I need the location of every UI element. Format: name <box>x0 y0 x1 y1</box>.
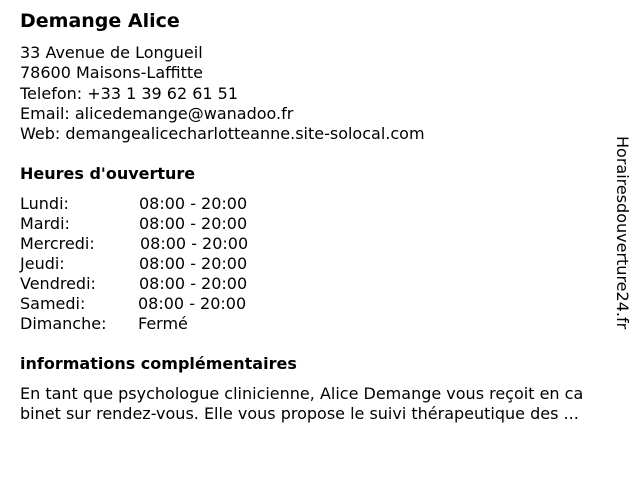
hours-heading: Heures d'ouverture <box>20 164 196 183</box>
hours-row-monday <box>20 194 320 214</box>
description-line: En tant que psychologue clinicienne, Alice Demange vous reçoit en ca <box>20 384 584 403</box>
hours-row-wednesday <box>20 234 320 254</box>
hours-time: 08:00 - 20:00 <box>139 214 248 233</box>
business-name: Demange Alice <box>20 10 180 32</box>
hours-time: 08:00 - 20:00 <box>139 194 248 213</box>
hours-row-friday <box>20 274 320 294</box>
web-line[interactable]: Web: demangealicecharlotteanne.site-solocal.com <box>20 124 425 144</box>
address-line-city: 78600 Maisons-Laffitte <box>20 63 203 83</box>
address-line-street: 33 Avenue de Longueil <box>20 43 203 62</box>
hours-time: 08:00 - 20:00 <box>139 254 248 273</box>
hours-day: Mardi: <box>20 214 70 233</box>
hours-row-saturday <box>20 294 320 314</box>
hours-time: 08:00 - 20:00 <box>140 234 249 253</box>
info-heading: informations complémentaires <box>20 354 297 373</box>
site-watermark: Horairesdouverture24.fr <box>613 136 632 330</box>
hours-day: Vendredi: <box>20 274 96 293</box>
hours-table <box>20 194 320 334</box>
hours-row-sunday <box>20 314 320 334</box>
hours-day: Mercredi: <box>20 234 95 253</box>
hours-day: Jeudi: <box>20 254 65 273</box>
hours-day: Dimanche: <box>20 314 107 333</box>
email-line[interactable]: Email: alicedemange@wanadoo.fr <box>20 103 294 123</box>
hours-time: 08:00 - 20:00 <box>139 274 248 293</box>
hours-day: Samedi: <box>20 294 86 313</box>
hours-time: 08:00 - 20:00 <box>138 294 247 313</box>
hours-time: Fermé <box>138 314 188 333</box>
description-line: binet sur rendez-vous. Elle vous propose le suivi thérapeutique des ... <box>20 404 579 423</box>
hours-row-tuesday <box>20 214 320 234</box>
contact-block <box>20 43 425 144</box>
hours-day: Lundi: <box>20 194 69 213</box>
hours-row-thursday <box>20 254 320 274</box>
description-text <box>20 384 635 424</box>
phone-line[interactable]: Telefon: +33 1 39 62 61 51 <box>20 83 239 103</box>
